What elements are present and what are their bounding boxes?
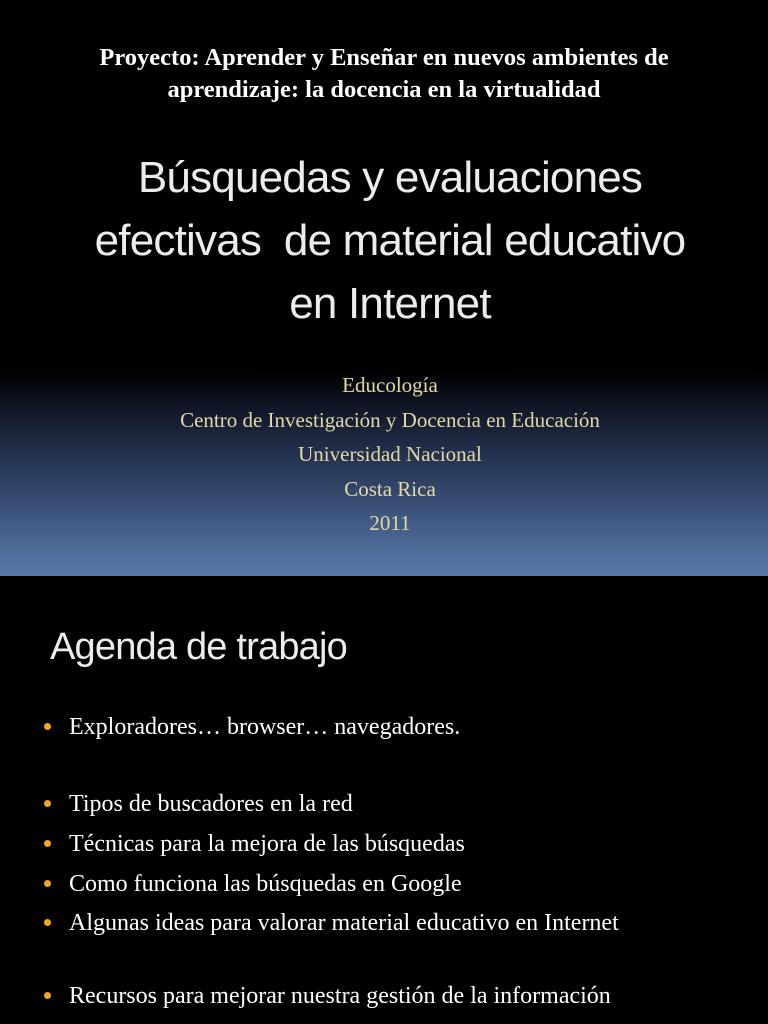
bullet-icon	[44, 723, 51, 730]
bullet-icon	[44, 840, 51, 847]
main-title-line-2: efectivas de material educativo	[94, 216, 686, 265]
list-item-text: Tipos de buscadores en la red	[69, 791, 353, 817]
main-title	[0, 146, 768, 335]
agenda-list	[0, 576, 768, 1024]
subtitle-country: Costa Rica	[344, 476, 436, 501]
subtitle-university: Universidad Nacional	[298, 442, 482, 466]
list-item-text: Algunas ideas para valorar material educativo en Internet	[69, 910, 619, 936]
subtitle-center: Centro de Investigación y Docencia en Educación	[180, 407, 600, 432]
subtitle-department: Educología	[342, 373, 438, 397]
list-item-text: Exploradores… browser… navegadores.	[69, 714, 461, 740]
bullet-icon	[44, 880, 51, 887]
project-title-line-1: Proyecto: Aprender y Enseñar en nuevos ambientes de	[99, 44, 669, 71]
agenda-title: Agenda de trabajo	[50, 626, 347, 668]
main-title-line-3: en Internet	[289, 279, 491, 328]
list-item-text: Técnicas para la mejora de las búsquedas	[69, 831, 465, 857]
bullet-icon	[44, 919, 51, 926]
bullet-icon	[44, 800, 51, 807]
project-title-line-2: aprendizaje: la docencia en la virtualidad	[167, 76, 601, 103]
project-title	[0, 42, 768, 106]
subtitle-year: 2011	[369, 511, 411, 535]
list-item-text: Como funciona las búsquedas en Google	[69, 871, 462, 897]
list-item-text: Recursos para mejorar nuestra gestión de la información	[69, 983, 611, 1009]
subtitle-block	[0, 368, 768, 541]
agenda-slide	[0, 576, 768, 1024]
main-title-line-1: Búsquedas y evaluaciones	[137, 153, 643, 202]
bullet-icon	[44, 992, 51, 999]
